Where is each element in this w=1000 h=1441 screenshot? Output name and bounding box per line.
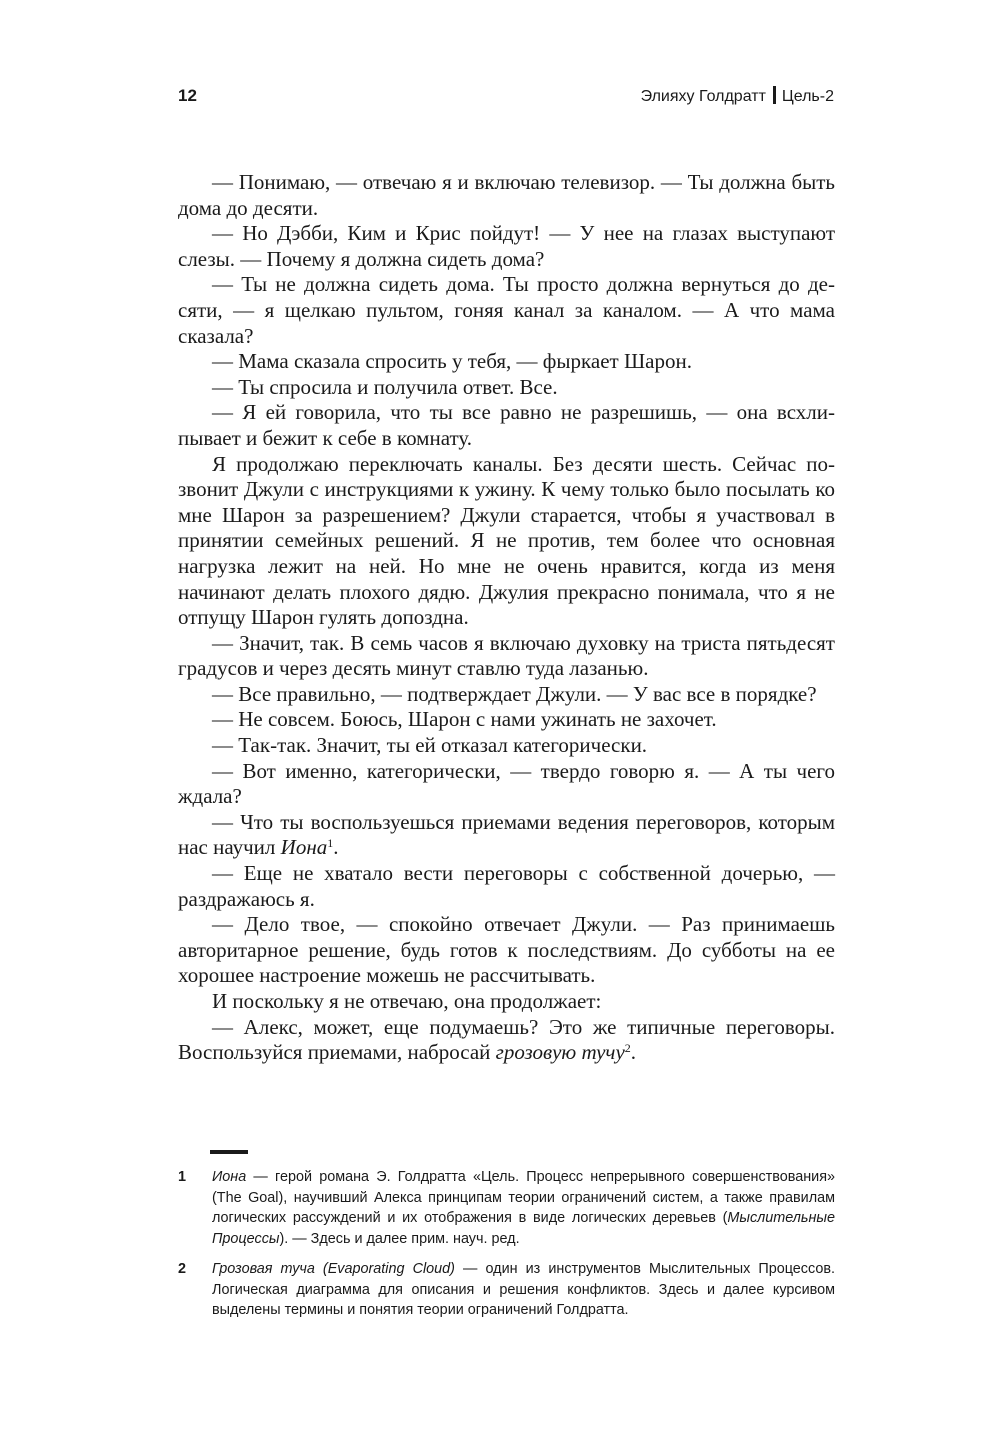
paragraph: Я продолжаю переключать каналы. Без десяти шесть. Сейчас позвонит Джули с инструкциями к ужину. К чему только было посылать ко мне Шарон за разрешением? Джули старается, чтобы я участвовал в принятии семейных решений. Я не против, тем более что основная нагрузка лежит на ней. Но мне не очень нравится, когда из меня начинают делать плохого дядю. Джулия прекрасно понимала, что я не отпущу Шарон гулять допоздна. [178, 451, 835, 630]
theory-term: Иона [280, 835, 328, 860]
footnotes [178, 1167, 835, 1331]
main-text [178, 170, 835, 1066]
paragraph: — Я ей говорила, что ты все равно не разрешишь, — она всхлипывает и бежит к себе в комнату. [178, 400, 835, 450]
author-name: Элияху Голдратт [640, 88, 766, 105]
footnote-number: 1 [178, 1169, 187, 1185]
paragraph: И поскольку я не отвечаю, она продолжает: [212, 989, 602, 1013]
paragraph: — Все правильно, — подтверждает Джули. — У вас все в порядке? [212, 681, 817, 706]
book-title: Цель-2 [781, 88, 834, 105]
footnote-number: 2 [178, 1261, 187, 1277]
footnote-term: Иона [212, 1169, 247, 1185]
paragraph: — Понимаю, — отвечаю я и включаю телевизор. — Ты должна быть дома до десяти. [178, 170, 835, 220]
footnote [178, 1167, 835, 1249]
footnote-text: — один из инструментов Мыслительных Процессов. Логическая диаграмма для описания и решения конфликтов. Здесь и далее курсивом выделены термины и понятия теории ограничений Голдратта. [212, 1261, 835, 1318]
footnote-term: Мыслительные Процессы [212, 1210, 835, 1247]
paragraph: — Дело твое, — спокойно отвечает Джули. — Раз принимаешь авторитарное решение, будь готов к последствиям. До субботы на ее хорошее настроение можешь не рассчитывать. [178, 912, 835, 988]
paragraph-text: — Алекс, может, еще подумаешь? Это же типичные переговоры. Воспользуйся приемами, набросай [178, 1014, 835, 1065]
paragraph: — Но Дэбби, Ким и Крис пойдут! — У нее на глазах выступают слезы. — Почему я должна сидеть дома? [178, 221, 835, 271]
paragraph: — Мама сказала спросить у тебя, — фыркает Шарон. [212, 349, 692, 374]
footnote-term: Грозовая туча (Evaporating Cloud) [212, 1261, 455, 1277]
paragraph: — Вот именно, категорически, — твердо говорю я. — А ты чего ждала? [178, 758, 835, 809]
paragraph: — Ты не должна сидеть дома. Ты просто должна вернуться до десяти, — я щелкаю пультом, гоняя канал за каналом. — А что мама сказала? [178, 272, 835, 348]
paragraph-text: . [630, 1040, 637, 1065]
paragraph [178, 1015, 835, 1066]
running-head [641, 86, 834, 106]
page-header [178, 84, 834, 110]
paragraph: — Еще не хватало вести переговоры с собственной дочерью, — раздражаюсь я. [178, 861, 835, 911]
footnote-ref[interactable]: 1 [327, 836, 334, 851]
header-separator [773, 86, 776, 104]
paragraph: — Ты спросила и получила ответ. Все. [212, 374, 558, 399]
paragraph [178, 810, 835, 861]
footnote-text: — герой романа Э. Голдратта «Цель. Процесс непрерывного совершенствования» (The Goal), научивший Алекса принципам теории ограничений систем, а также правилам логических рассуждений и их отображения в виде логических деревьев ( [212, 1169, 835, 1226]
paragraph: — Так-так. Значит, ты ей отказал категорически. [212, 733, 648, 758]
paragraph: — Не совсем. Боюсь, Шарон с нами ужинать не захочет. [212, 707, 717, 732]
footnote-text: ). — Здесь и далее прим. науч. ред. [279, 1230, 520, 1247]
paragraph: — Значит, так. В семь часов я включаю духовку на триста пятьдесят градусов и через десять минут ставлю туда лазанью. [178, 630, 835, 681]
theory-term: грозовую тучу [495, 1040, 625, 1065]
page-number: 12 [178, 86, 197, 105]
footnote [178, 1259, 835, 1321]
footnote-ref[interactable]: 2 [624, 1041, 631, 1056]
paragraph-text: — Что ты воспользуешься приемами ведения переговоров, которым нас научил [178, 809, 835, 860]
paragraph-text: . [333, 835, 339, 860]
footnote-divider [210, 1150, 248, 1154]
